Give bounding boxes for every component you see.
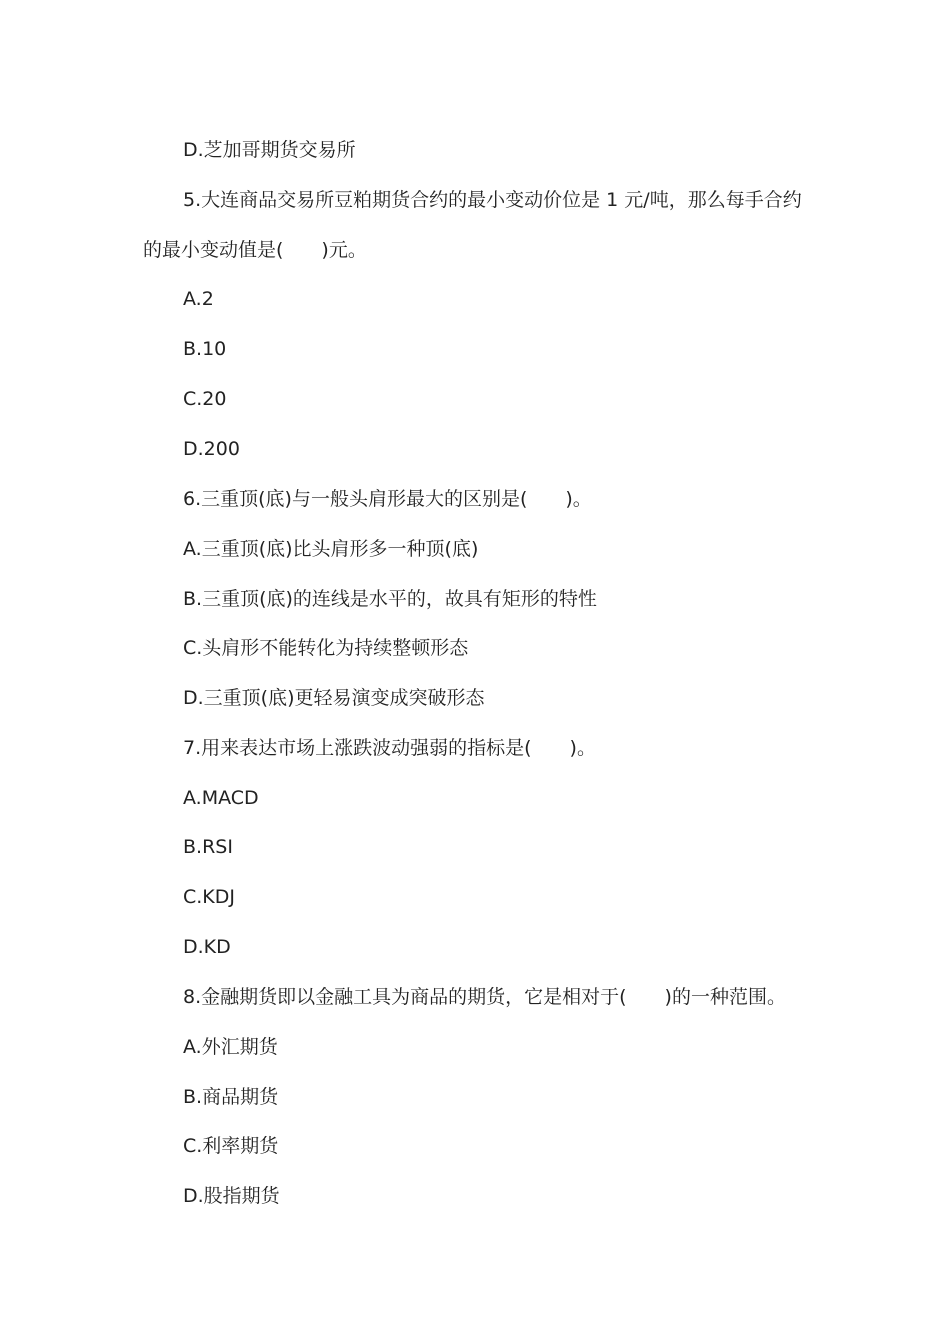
- q5-option-b: B.10: [183, 338, 227, 360]
- q6-option-c: C.头肩形不能转化为持续整顿形态: [183, 637, 469, 659]
- q7-option-c: C.KDJ: [183, 886, 235, 908]
- q5-option-c: C.20: [183, 388, 227, 410]
- q7-stem: 7.用来表达市场上涨跌波动强弱的指标是( )。: [183, 737, 596, 759]
- q7-option-a: A.MACD: [183, 787, 259, 809]
- q6-option-d: D.三重顶(底)更轻易演变成突破形态: [183, 687, 485, 709]
- q8-stem: 8.金融期货即以金融工具为商品的期货，它是相对于( )的一种范围。: [183, 986, 786, 1008]
- q6-option-b: B.三重顶(底)的连线是水平的，故具有矩形的特性: [183, 588, 597, 610]
- q7-option-b: B.RSI: [183, 836, 233, 858]
- q6-option-a: A.三重顶(底)比头肩形多一种顶(底): [183, 538, 479, 560]
- q8-option-b: B.商品期货: [183, 1086, 279, 1108]
- q5-stem-line1: 5.大连商品交易所豆粕期货合约的最小变动价位是 1 元/吨，那么每手合约: [183, 189, 802, 211]
- q5-stem-line2: 的最小变动值是( )元。: [143, 239, 367, 261]
- q8-option-a: A.外汇期货: [183, 1036, 278, 1058]
- q8-option-d: D.股指期货: [183, 1185, 280, 1207]
- q5-option-a: A.2: [183, 288, 214, 310]
- q4-option-d: D.芝加哥期货交易所: [183, 139, 356, 161]
- q6-stem: 6.三重顶(底)与一般头肩形最大的区别是( )。: [183, 488, 592, 510]
- q7-option-d: D.KD: [183, 936, 231, 958]
- q8-option-c: C.利率期货: [183, 1135, 279, 1157]
- q5-option-d: D.200: [183, 438, 240, 460]
